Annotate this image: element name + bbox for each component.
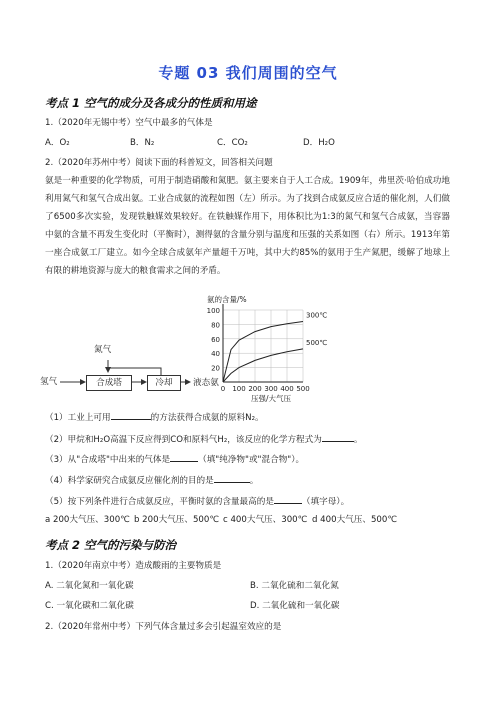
q3-option-c: C. 一氧化碳和二氧化碳 [45,601,134,611]
answer-blank-2[interactable] [322,432,354,442]
sub-question-5 [45,494,349,508]
q3-option-b: B. 二氧化硫和二氧化氮 [250,581,339,591]
flow-label-n2: 氮气 [94,345,112,355]
choice-a: a 200大气压、300℃ [45,515,130,525]
sub-q1-prefix: （1）工业上可用 [45,413,111,423]
y-tick-label: 80 [211,321,220,330]
x-tick-label: 500 [296,385,310,393]
section-heading-1: 考点 1 空气的成分及各成分的性质和用途 [45,96,257,110]
y-tick-label: 60 [211,335,220,344]
choice-b: b 200大气压、500℃ [134,515,220,525]
sub-q2-suffix: 。 [353,435,363,445]
ammonia-content-chart [195,290,345,408]
flow-box-reactor: 合成塔 [86,375,132,391]
x-tick-label: 100 [232,385,246,393]
q1-option-c: C．CO₂ [217,138,248,148]
flow-label-h2: 氢气 [40,377,58,387]
y-tick-label: 40 [211,350,220,359]
section-heading-2: 考点 2 空气的污染与防治 [45,538,177,552]
sub-q5-prefix: （5）按下列条件进行合成氨反应，平衡时氨的含量最高的是 [45,497,274,507]
sub-q2-prefix: （2）甲烷和H₂O高温下反应得到CO和原料气H₂，该反应的化学方程式为 [45,435,322,445]
series-label-2: 500℃ [306,338,328,347]
q1-option-b: B．N₂ [130,138,155,148]
answer-blank-1[interactable] [111,410,151,420]
flow-label-product: 液态氨 [193,378,219,388]
q3-option-d: D. 二氧化硫和一氧化碳 [250,601,340,611]
answer-blank-4[interactable] [214,473,250,483]
choice-d: d 400大气压、500℃ [312,515,398,525]
series-label-1: 300℃ [306,311,328,320]
answer-blank-5[interactable] [274,494,302,504]
sub-q4-suffix: 。 [249,476,259,486]
q1-option-a: A．O₂ [45,138,70,148]
sub-question-3 [45,452,304,466]
page-title: 专题 03 我们周围的空气 [158,64,338,82]
sub-q4-prefix: （4）科学家研究合成氨反应催化剂的目的是 [45,476,214,486]
sub-question-4 [45,473,258,487]
sub-question-1 [45,410,264,424]
sub-q1-suffix: 的方法获得合成氨的原料N₂。 [150,413,264,423]
question-4-stem: 2.（2020年常州中考）下列气体含量过多会引起温室效应的是 [45,622,282,632]
y-axis-label: 氨的含量/% [207,295,247,304]
answer-blank-3[interactable] [170,452,198,462]
series-line-2 [223,349,303,382]
flow-box-cooler: 冷却 [147,375,181,391]
x-tick-label: 200 [248,385,262,393]
x-tick-label: 0 [220,385,226,393]
y-tick-label: 20 [211,364,220,373]
q3-option-a: A. 二氧化氮和一氧化碳 [45,581,134,591]
series-line-1 [223,322,303,383]
question-3-stem: 1.（2020年南京中考）造成酸雨的主要物质是 [45,561,222,571]
question-1-stem: 1.（2020年无锡中考）空气中最多的气体是 [45,118,213,128]
sub-q3-suffix: （填"纯净物"或"混合物"）。 [198,455,305,465]
sub-q5-suffix: （填字母）。 [301,497,350,507]
sub-q3-prefix: （3）从"合成塔"中出来的气体是 [45,455,171,465]
reading-passage: 氨是一种重要的化学物质，可用于制造硝酸和氮肥。氨主要来自于人工合成。1909年，弗里茨·哈伯成功地利用氮气和氢气合成出氨。工业合成氨的流程如图（左）所示。为了找到合成氨反应合适的催化剂，人们做了6500多次实验，发现铁触媒效果较好。在铁触媒作用下，用体积比为1:3的氮气和氢气合成氨，当容器中氨的含量不再发生变化时（平衡时），测得氨的含量分别与温度和压强的关系如图（右）所示。1913年第一座合成氨工厂建立。如今全球合成氨年产量超千万吨，其中大约85%的氨用于生产氮肥，缓解了地球上有限的耕地资源与庞大的粮食需求之间的矛盾。 [45,176,450,276]
x-axis-label: 压强/大气压 [250,394,292,403]
y-tick-label: 100 [206,307,220,315]
choice-c: c 400大气压、300℃ [223,515,308,525]
x-tick-label: 400 [280,385,294,393]
q1-option-d: D．H₂O [303,138,335,148]
x-tick-label: 300 [264,385,278,393]
question-2-stem: 2.（2020年苏州中考）阅读下面的科普短文，回答相关问题 [45,158,273,168]
sub-question-2 [45,432,362,446]
